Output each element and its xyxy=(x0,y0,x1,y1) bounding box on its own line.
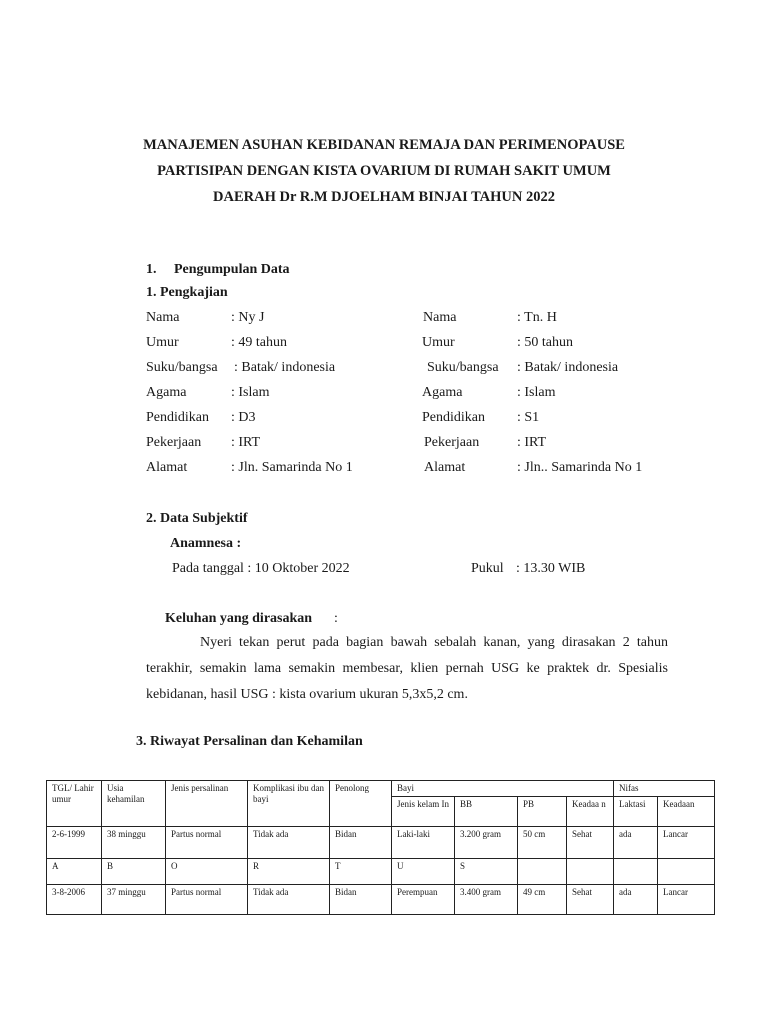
anamnesa-label: Anamnesa : xyxy=(170,536,242,551)
patient-age-value: : 49 tahun xyxy=(231,335,287,350)
husband-occupation-value: : IRT xyxy=(517,435,547,450)
table-cell: Tidak ada xyxy=(248,827,330,859)
anamnesa-time-label: Pukul xyxy=(471,561,504,576)
table-cell: Lancar xyxy=(658,827,715,859)
table-cell: Sehat xyxy=(567,885,614,915)
section-1-heading: Pengumpulan Data xyxy=(174,262,290,277)
husband-occupation-label: Pekerjaan xyxy=(424,435,480,450)
husband-religion-value: : Islam xyxy=(517,385,556,400)
header-nifas: Nifas xyxy=(614,781,715,797)
patient-name-value: : Ny J xyxy=(231,310,265,325)
table-header-row xyxy=(47,781,715,797)
table-cell: A xyxy=(47,859,102,885)
husband-address-label: Alamat xyxy=(424,460,466,475)
complaint-text: Nyeri tekan perut pada bagian bawah sebalah kanan, yang dirasakan 2 tahun terakhir, semakin lama semakin membesar, klien pernah USG ke praktek dr. Spesialis kebidanan, hasil USG : kista ovarium ukuran 5,3x5,2 cm. xyxy=(146,635,668,702)
patient-religion-value: : Islam xyxy=(231,385,270,400)
table-cell xyxy=(567,859,614,885)
patient-religion-label: Agama xyxy=(146,385,187,400)
patient-occupation-label: Pekerjaan xyxy=(146,435,202,450)
table-cell xyxy=(518,859,567,885)
section-1-subheading: 1. Pengkajian xyxy=(146,285,228,300)
table-cell: O xyxy=(166,859,248,885)
header-bayi: Bayi xyxy=(392,781,614,797)
husband-address-value: : Jln.. Samarinda No 1 xyxy=(517,460,643,475)
anamnesa-date: Pada tanggal : 10 Oktober 2022 xyxy=(172,561,350,576)
table-cell: 38 minggu xyxy=(102,827,166,859)
patient-address-value: : Jln. Samarinda No 1 xyxy=(231,460,353,475)
subheader-pb: PB xyxy=(518,797,567,827)
table-row xyxy=(47,827,715,859)
husband-name-label: Nama xyxy=(423,310,457,325)
table-cell: B xyxy=(102,859,166,885)
document-title-line-3: DAERAH Dr R.M DJOELHAM BINJAI TAHUN 2022 xyxy=(213,189,555,205)
header-komplikasi: Komplikasi ibu dan bayi xyxy=(248,781,330,827)
table-row xyxy=(47,885,715,915)
header-jenis: Jenis persalinan xyxy=(166,781,248,827)
table-cell: Bidan xyxy=(330,885,392,915)
header-penolong: Penolong xyxy=(330,781,392,827)
table-cell: 3.400 gram xyxy=(455,885,518,915)
table-cell xyxy=(658,859,715,885)
patient-address-label: Alamat xyxy=(146,460,188,475)
table-cell: 3.200 gram xyxy=(455,827,518,859)
table-cell: 37 minggu xyxy=(102,885,166,915)
patient-name-label: Nama xyxy=(146,310,180,325)
husband-education-label: Pendidikan xyxy=(422,410,485,425)
subheader-laktasi: Laktasi xyxy=(614,797,658,827)
birth-history-table xyxy=(46,780,715,915)
table-cell: Lancar xyxy=(658,885,715,915)
header-usia: Usia kehamilan xyxy=(102,781,166,827)
table-cell: Bidan xyxy=(330,827,392,859)
table-cell: Partus normal xyxy=(166,885,248,915)
complaint-heading: Keluhan yang dirasakan xyxy=(165,611,313,626)
husband-education-value: : S1 xyxy=(517,410,540,425)
patient-occupation-value: : IRT xyxy=(231,435,261,450)
husband-age-value: : 50 tahun xyxy=(517,335,573,350)
patient-ethnicity-label: Suku/bangsa xyxy=(146,360,218,375)
subheader-keadaan-nifas: Keadaan xyxy=(658,797,715,827)
table-cell: S xyxy=(455,859,518,885)
table-cell: 3-8-2006 xyxy=(47,885,102,915)
header-tgl: TGL/ Lahir umur xyxy=(47,781,102,827)
husband-name-value: : Tn. H xyxy=(517,310,557,325)
complaint-colon: : xyxy=(334,611,338,626)
subheader-jenis-kelamin: Jenis kelam In xyxy=(392,797,455,827)
table-cell: Sehat xyxy=(567,827,614,859)
section-2-heading: 2. Data Subjektif xyxy=(146,511,248,526)
complaint-paragraph xyxy=(146,630,668,708)
table-cell: Perempuan xyxy=(392,885,455,915)
husband-age-label: Umur xyxy=(422,335,455,350)
husband-ethnicity-value: : Batak/ indonesia xyxy=(517,360,619,375)
table-cell: T xyxy=(330,859,392,885)
patient-age-label: Umur xyxy=(146,335,179,350)
document-title-line-1: MANAJEMEN ASUHAN KEBIDANAN REMAJA DAN PERIMENOPAUSE xyxy=(143,137,625,153)
table-cell xyxy=(614,859,658,885)
table-cell: ada xyxy=(614,827,658,859)
anamnesa-time-value: : 13.30 WIB xyxy=(516,561,586,576)
table-cell: 50 cm xyxy=(518,827,567,859)
subheader-bb: BB xyxy=(455,797,518,827)
husband-ethnicity-label: Suku/bangsa xyxy=(427,360,499,375)
table-row xyxy=(47,859,715,885)
patient-education-value: : D3 xyxy=(231,410,256,425)
patient-ethnicity-value: : Batak/ indonesia xyxy=(234,360,336,375)
table-cell: 2-6-1999 xyxy=(47,827,102,859)
table-cell: U xyxy=(392,859,455,885)
table-cell: Tidak ada xyxy=(248,885,330,915)
patient-education-label: Pendidikan xyxy=(146,410,209,425)
section-1-number: 1. xyxy=(146,262,157,277)
table-cell: Laki-laki xyxy=(392,827,455,859)
husband-religion-label: Agama xyxy=(422,385,463,400)
table-cell: ada xyxy=(614,885,658,915)
table-cell: R xyxy=(248,859,330,885)
table-cell: Partus normal xyxy=(166,827,248,859)
section-3-heading: 3. Riwayat Persalinan dan Kehamilan xyxy=(136,734,363,749)
subheader-keadaan-bayi: Keadaa n xyxy=(567,797,614,827)
document-title-line-2: PARTISIPAN DENGAN KISTA OVARIUM DI RUMAH SAKIT UMUM xyxy=(157,163,611,179)
table-cell: 49 cm xyxy=(518,885,567,915)
